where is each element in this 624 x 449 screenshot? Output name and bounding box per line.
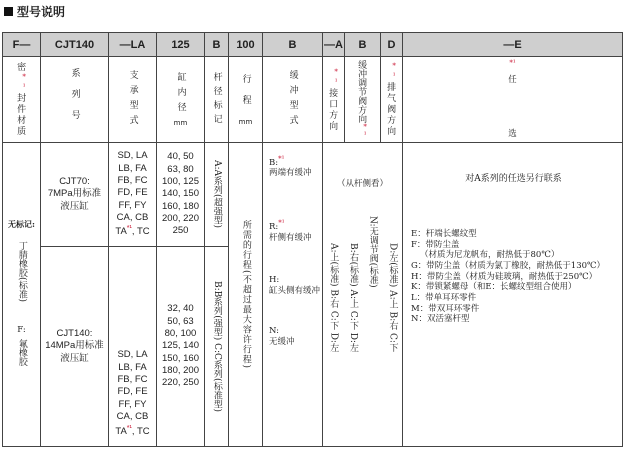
header-cell: —LA — [109, 33, 157, 57]
cushion-adj-n-values: N:无调节阀(标准) — [367, 216, 378, 288]
header-cell: B — [345, 33, 381, 57]
rod-desc: 杆径标记 — [205, 57, 229, 143]
mount-desc: 支承型式 — [109, 57, 157, 143]
header-cell: —E — [403, 33, 623, 57]
header-cell: 125 — [157, 33, 205, 57]
cushion-adj-desc: 缓冲调节阀方向$^{*^1}$ — [345, 57, 381, 143]
header-cell: F— — [3, 33, 41, 57]
square-bullet-icon — [4, 7, 13, 16]
header-cell: —A — [323, 33, 345, 57]
direction-values: （从杆侧看） A:上(标准) B:右 C:下 D:左 B:右(标准) A:上 C:下 D:左 N:无调节阀(标准) D:左(标准) A:上 B:右 C:下 — [323, 143, 403, 447]
vent-direction-values: D:左(标准) A:上 B:右 C:下 — [387, 242, 398, 352]
vent-dir-desc: $^{*^1}$排气阀方向 — [381, 57, 403, 143]
section-title — [4, 3, 65, 19]
header-cell: B — [263, 33, 323, 57]
description-row — [3, 57, 623, 143]
cushion-desc: 缓冲型式 — [263, 57, 323, 143]
cushion-values: B:$^{*^1}$ 两端有缓冲 R:$^{*^1}$ 杆侧有缓冲 H: 缸头侧有缓冲 N: 无缓冲 — [263, 143, 323, 447]
model-spec-table — [2, 32, 623, 447]
cushion-adj-b-values: B:右(标准) A:上 C:下 D:左 — [348, 242, 358, 352]
bore-desc: 缸内径 mm — [157, 57, 205, 143]
stroke-value: 所需的行程(不超过最大容许行程) — [229, 143, 263, 447]
option-values: 对A系列的任选另行联系 E：杆端长螺纹型 F：带防尘盖 （材质为尼龙帆布，耐热低于80℃） G：带防尘盖（材质为氯丁橡胶，耐热低于130℃） H：带防尘盖（材质为硅玻璃，耐热低于250℃） K：带锁紧螺母（和E：长螺纹型组合使用） L：带单耳环零件 M：带双耳环零件 N：双活塞杆型 — [403, 143, 623, 447]
section-title-text: 型号说明 — [17, 4, 66, 19]
port-direction-values: A:上(标准) B:右 C:下 D:左 — [328, 242, 339, 352]
mount-values-b: SD, LA LB, FA FB, FC FD, FE FF, FY CA, CB $TA^{*^1}$, TC — [109, 247, 157, 447]
seal-values: 无标记: 丁腈橡胶(标准) F: 氟橡胶 — [3, 143, 41, 447]
series-desc: 系列号 — [41, 57, 109, 143]
body-row-1 — [3, 143, 623, 247]
header-cell: 100 — [229, 33, 263, 57]
rod-values-a: A:A系列(超强型) — [205, 143, 229, 247]
header-cell: CJT140 — [41, 33, 109, 57]
seal-desc: 密$^{*^1}$封件材质 — [3, 57, 41, 143]
bore-values-a: 40, 50 63, 80 100, 125 140, 150 160, 180 200, 220 250 — [157, 143, 205, 247]
header-cell: B — [205, 33, 229, 57]
option-desc: $^{*^1}$ 任 选 — [403, 57, 623, 143]
stroke-desc: 行程 mm — [229, 57, 263, 143]
rod-values-bc: B:B系列(强型) C:C系列(标准型) — [205, 247, 229, 447]
bore-values-b: 32, 40 50, 63 80, 100 125, 140 150, 160 180, 200 220, 250 — [157, 247, 205, 447]
header-cell: D — [381, 33, 403, 57]
series-cjt70: CJT70: 7MPa用标准液压缸 — [41, 143, 109, 247]
mount-values-a: SD, LA LB, FA FB, FC FD, FE FF, FY CA, CB $TA^{*^1}$, TC — [109, 143, 157, 247]
header-row — [3, 33, 623, 57]
port-dir-desc: $^{*^1}$接口方向 — [323, 57, 345, 143]
series-cjt140: CJT140: 14MPa用标准液压缸 — [41, 247, 109, 447]
